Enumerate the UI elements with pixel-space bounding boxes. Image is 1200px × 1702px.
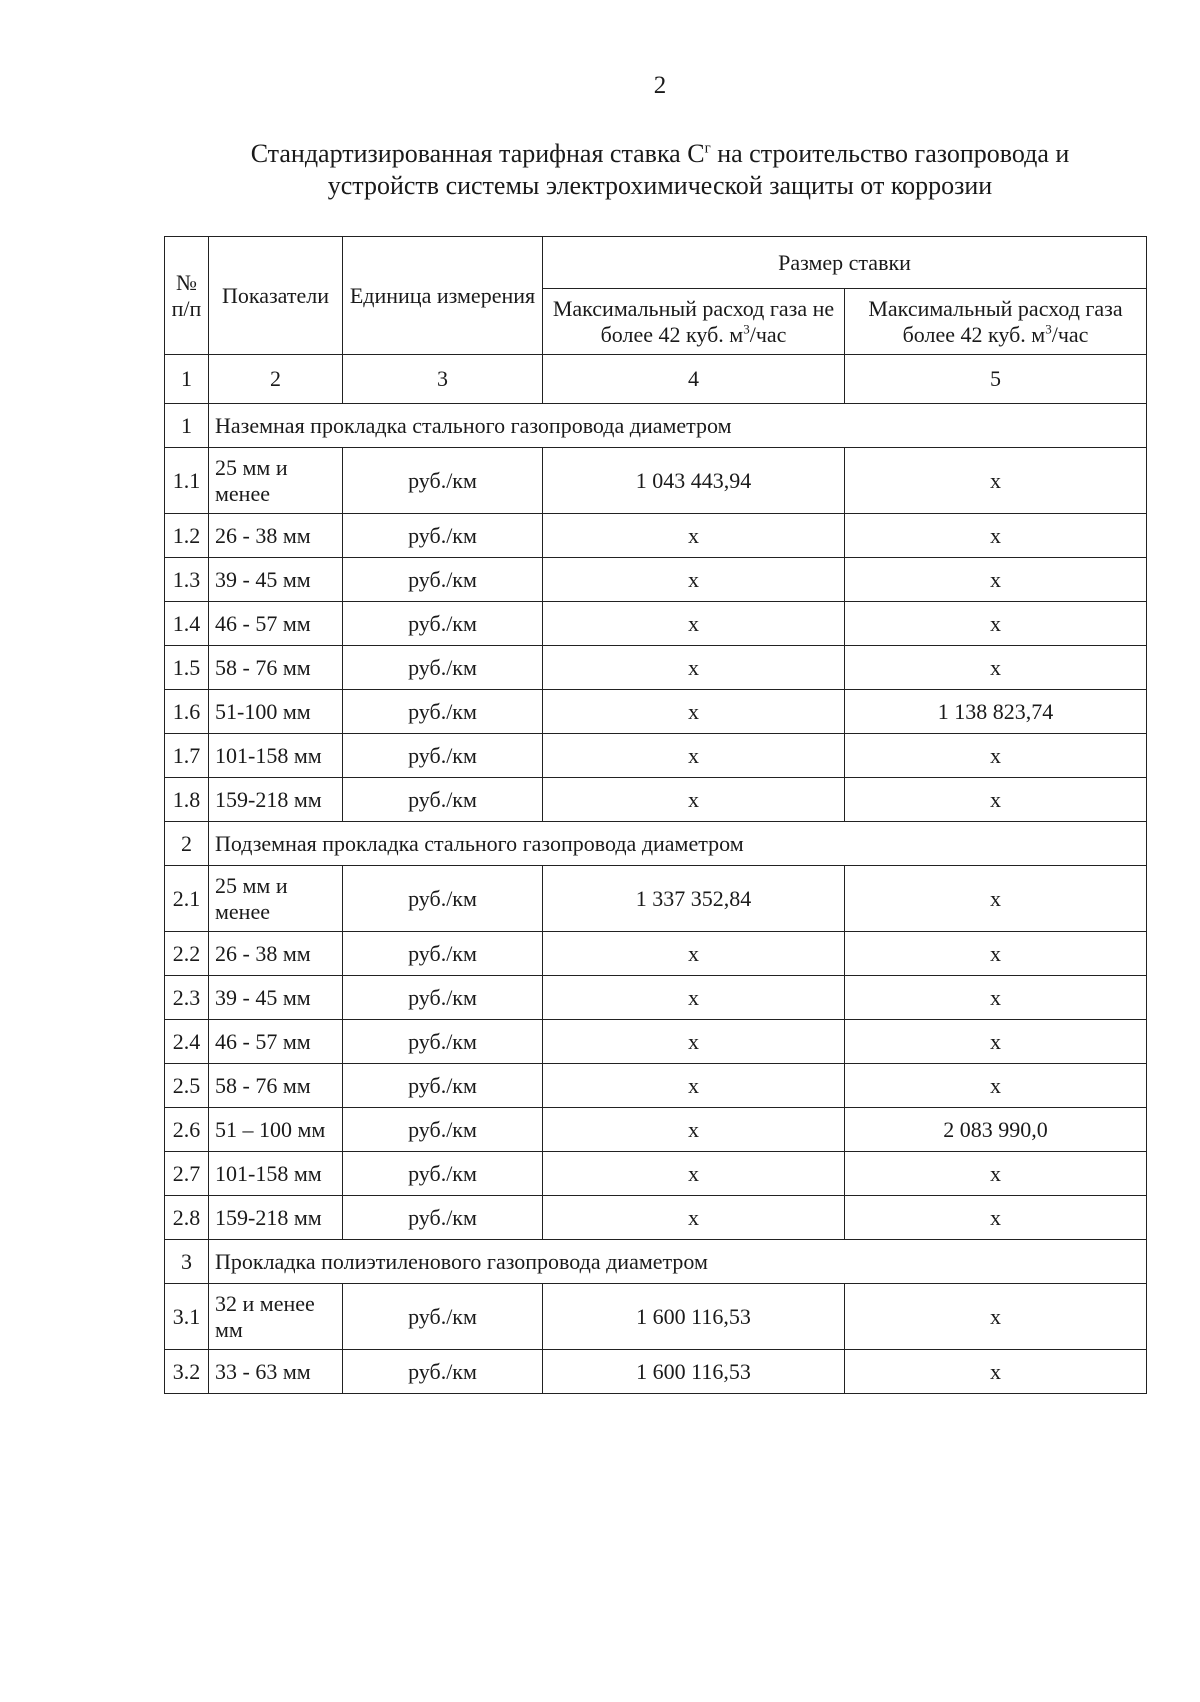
table-row — [165, 1284, 1147, 1350]
row-rate-low: х — [543, 1064, 845, 1108]
row-indicator: 46 - 57 мм — [209, 602, 343, 646]
column-index-4: 4 — [543, 355, 845, 404]
row-unit: руб./км — [343, 514, 543, 558]
row-rate-high: х — [845, 448, 1147, 514]
row-rate-low: х — [543, 734, 845, 778]
section-title: Подземная прокладка стального газопровода диаметром — [209, 822, 1147, 866]
row-unit: руб./км — [343, 1108, 543, 1152]
row-unit: руб./км — [343, 558, 543, 602]
table-row — [165, 646, 1147, 690]
row-unit: руб./км — [343, 690, 543, 734]
row-unit: руб./км — [343, 1020, 543, 1064]
title-superscript: г — [704, 140, 711, 157]
row-rate-high: х — [845, 866, 1147, 932]
row-unit: руб./км — [343, 778, 543, 822]
row-rate-low: х — [543, 1020, 845, 1064]
header-rate-high — [845, 289, 1147, 355]
row-rate-low: 1 600 116,53 — [543, 1350, 845, 1394]
row-unit: руб./км — [343, 448, 543, 514]
row-rate-low: х — [543, 646, 845, 690]
title-line-1-end: на строительство газопровода и — [710, 139, 1070, 168]
header-row-1 — [165, 237, 1147, 289]
table-row — [165, 1350, 1147, 1394]
row-indicator: 25 мм и менее — [209, 866, 343, 932]
tariff-table — [164, 236, 1147, 1394]
column-index-2: 2 — [209, 355, 343, 404]
row-number: 2.2 — [165, 932, 209, 976]
title-line-2: устройств системы электрохимической защиты от коррозии — [327, 171, 993, 200]
row-indicator: 25 мм и менее — [209, 448, 343, 514]
row-indicator: 39 - 45 мм — [209, 976, 343, 1020]
row-number: 2.7 — [165, 1152, 209, 1196]
row-rate-low: х — [543, 1108, 845, 1152]
row-rate-high: х — [845, 1064, 1147, 1108]
row-number: 3.1 — [165, 1284, 209, 1350]
row-rate-high: х — [845, 558, 1147, 602]
row-rate-low: х — [543, 690, 845, 734]
table-row — [165, 448, 1147, 514]
table-row — [165, 932, 1147, 976]
row-number: 1.4 — [165, 602, 209, 646]
section-row — [165, 404, 1147, 448]
row-rate-high: х — [845, 976, 1147, 1020]
header-rate-low-text: Максимальный расход газа не более 42 куб. м — [552, 295, 835, 347]
row-number: 1.3 — [165, 558, 209, 602]
section-title: Прокладка полиэтиленового газопровода диаметром — [209, 1240, 1147, 1284]
table-row — [165, 1108, 1147, 1152]
row-number: 1.7 — [165, 734, 209, 778]
row-number: 1.5 — [165, 646, 209, 690]
row-rate-high: х — [845, 514, 1147, 558]
row-indicator: 26 - 38 мм — [209, 514, 343, 558]
row-rate-high: х — [845, 646, 1147, 690]
row-rate-low: х — [543, 976, 845, 1020]
table-row — [165, 602, 1147, 646]
section-row — [165, 1240, 1147, 1284]
table-row — [165, 1152, 1147, 1196]
row-rate-low: х — [543, 1152, 845, 1196]
row-unit: руб./км — [343, 1284, 543, 1350]
header-num: № п/п — [165, 237, 209, 355]
row-rate-low: 1 600 116,53 — [543, 1284, 845, 1350]
row-number: 2.4 — [165, 1020, 209, 1064]
document-title — [180, 138, 1140, 202]
table-row — [165, 690, 1147, 734]
row-unit: руб./км — [343, 1152, 543, 1196]
header-rate-high-sup: 3 — [1045, 321, 1052, 337]
row-number: 1.6 — [165, 690, 209, 734]
row-number: 2.8 — [165, 1196, 209, 1240]
header-rate-low-sup: 3 — [743, 321, 750, 337]
row-indicator: 159-218 мм — [209, 1196, 343, 1240]
row-indicator: 101-158 мм — [209, 734, 343, 778]
table-row — [165, 1064, 1147, 1108]
column-index-5: 5 — [845, 355, 1147, 404]
row-rate-low: х — [543, 558, 845, 602]
row-indicator: 101-158 мм — [209, 1152, 343, 1196]
header-rate-low — [543, 289, 845, 355]
row-unit: руб./км — [343, 976, 543, 1020]
section-number: 2 — [165, 822, 209, 866]
row-rate-high: х — [845, 1020, 1147, 1064]
row-rate-high: х — [845, 602, 1147, 646]
row-indicator: 32 и менее мм — [209, 1284, 343, 1350]
title-line-1 — [180, 138, 1140, 170]
row-indicator: 58 - 76 мм — [209, 646, 343, 690]
column-index-3: 3 — [343, 355, 543, 404]
row-unit: руб./км — [343, 866, 543, 932]
row-number: 1.8 — [165, 778, 209, 822]
row-rate-low: 1 337 352,84 — [543, 866, 845, 932]
row-number: 2.5 — [165, 1064, 209, 1108]
header-rate-high-text: Максимальный расход газа более 42 куб. м — [868, 295, 1123, 347]
row-rate-low: х — [543, 514, 845, 558]
column-index-row — [165, 355, 1147, 404]
row-rate-high: х — [845, 1152, 1147, 1196]
row-indicator: 51-100 мм — [209, 690, 343, 734]
table-row — [165, 866, 1147, 932]
table-row — [165, 778, 1147, 822]
row-rate-low: 1 043 443,94 — [543, 448, 845, 514]
row-unit: руб./км — [343, 1196, 543, 1240]
row-indicator: 58 - 76 мм — [209, 1064, 343, 1108]
row-indicator: 26 - 38 мм — [209, 932, 343, 976]
table-row — [165, 514, 1147, 558]
row-indicator: 39 - 45 мм — [209, 558, 343, 602]
row-rate-high: х — [845, 932, 1147, 976]
row-indicator: 159-218 мм — [209, 778, 343, 822]
header-rate-high-suffix: /час — [1051, 321, 1089, 347]
row-rate-high: 1 138 823,74 — [845, 690, 1147, 734]
section-number: 1 — [165, 404, 209, 448]
section-number: 3 — [165, 1240, 209, 1284]
table-row — [165, 734, 1147, 778]
table-row — [165, 558, 1147, 602]
column-index-1: 1 — [165, 355, 209, 404]
row-unit: руб./км — [343, 646, 543, 690]
table-row — [165, 1020, 1147, 1064]
header-rate-low-suffix: /час — [749, 321, 787, 347]
header-indicator: Показатели — [209, 237, 343, 355]
row-number: 1.1 — [165, 448, 209, 514]
row-rate-low: х — [543, 1196, 845, 1240]
row-number: 3.2 — [165, 1350, 209, 1394]
row-rate-high: х — [845, 734, 1147, 778]
row-rate-low: х — [543, 778, 845, 822]
row-unit: руб./км — [343, 1064, 543, 1108]
row-number: 1.2 — [165, 514, 209, 558]
header-unit: Единица измерения — [343, 237, 543, 355]
row-rate-low: х — [543, 602, 845, 646]
row-indicator: 46 - 57 мм — [209, 1020, 343, 1064]
row-rate-low: х — [543, 932, 845, 976]
row-number: 2.3 — [165, 976, 209, 1020]
row-indicator: 51 – 100 мм — [209, 1108, 343, 1152]
page-number: 2 — [653, 72, 667, 99]
table-row — [165, 1196, 1147, 1240]
row-unit: руб./км — [343, 734, 543, 778]
header-rate-size: Размер ставки — [543, 237, 1147, 289]
row-indicator: 33 - 63 мм — [209, 1350, 343, 1394]
row-rate-high: х — [845, 1350, 1147, 1394]
table-row — [165, 976, 1147, 1020]
row-rate-high: х — [845, 1196, 1147, 1240]
section-title: Наземная прокладка стального газопровода диаметром — [209, 404, 1147, 448]
section-row — [165, 822, 1147, 866]
row-rate-high: х — [845, 1284, 1147, 1350]
row-unit: руб./км — [343, 602, 543, 646]
row-unit: руб./км — [343, 1350, 543, 1394]
row-rate-high: х — [845, 778, 1147, 822]
row-rate-high: 2 083 990,0 — [845, 1108, 1147, 1152]
title-line-1-start: Стандартизированная тарифная ставка С — [250, 139, 705, 168]
row-number: 2.1 — [165, 866, 209, 932]
row-unit: руб./км — [343, 932, 543, 976]
row-number: 2.6 — [165, 1108, 209, 1152]
